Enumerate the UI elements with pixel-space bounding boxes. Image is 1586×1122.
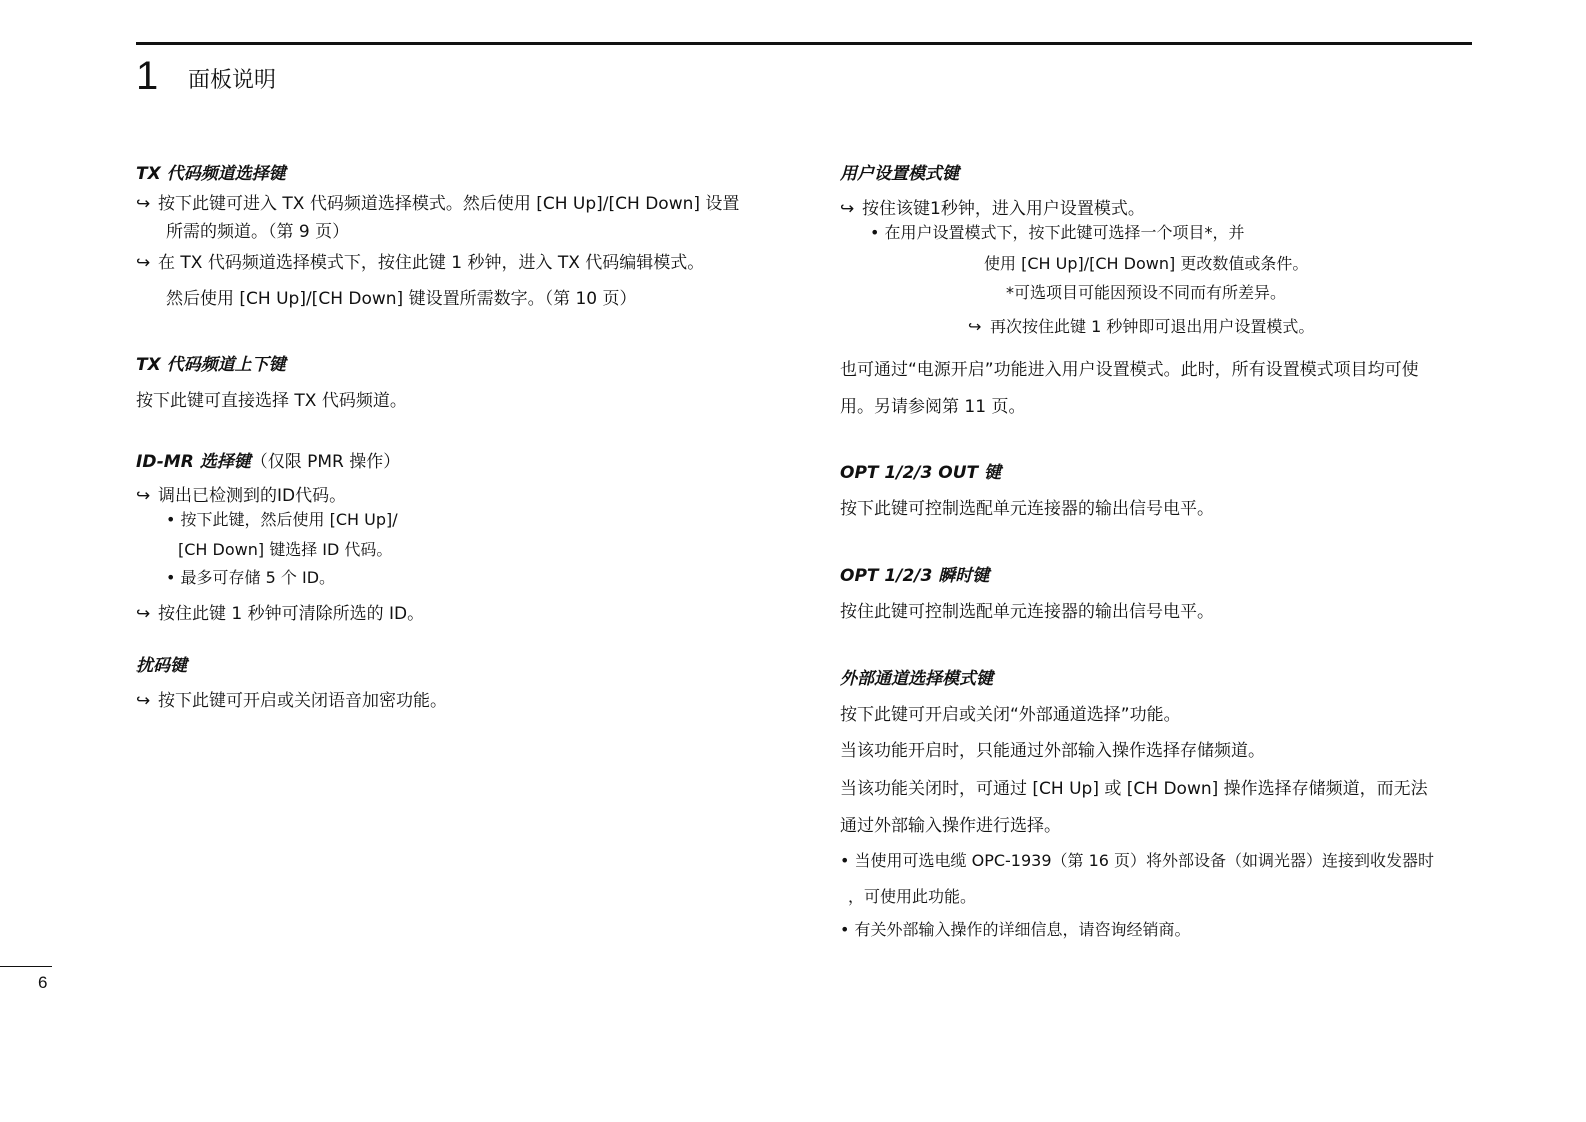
id-mr-bullet-1b: [CH Down] 键选择 ID 代码。: [178, 540, 393, 559]
arrow-icon: ↪: [136, 486, 151, 506]
chapter-title: 面板说明: [188, 68, 277, 93]
user-set-para-1b: 用。另请参阅第 11 页。: [840, 397, 1026, 417]
page-number-rule: [0, 966, 52, 967]
bullet-icon: •: [840, 920, 850, 939]
arrow-icon: ↪: [840, 199, 855, 219]
user-set-heading: 用户设置模式键: [840, 164, 959, 184]
ext-ch-line-3b: 通过外部输入操作进行选择。: [840, 816, 1061, 836]
tx-updown-heading: TX 代码频道上下键: [136, 355, 286, 375]
arrow-icon: ↪: [136, 691, 151, 711]
tx-select-line-1: ↪ 按下此键可进入 TX 代码频道选择模式。然后使用 [CH Up]/[CH Down] 设置: [136, 194, 740, 214]
user-set-note: *可选项目可能因预设不同而有所差异。: [1006, 283, 1287, 302]
id-mr-heading: ID-MR 选择键（仅限 PMR 操作）: [136, 452, 401, 472]
bullet-icon: •: [870, 223, 880, 242]
tx-select-line-1b: 所需的频道。（第 9 页）: [166, 222, 350, 242]
id-mr-line-1: ↪ 调出已检测到的ID代码。: [136, 486, 347, 506]
opt-out-heading: OPT 1/2/3 OUT 键: [840, 463, 1002, 483]
arrow-icon: ↪: [136, 194, 151, 214]
id-mr-line-2: ↪ 按住此键 1 秒钟可清除所选的 ID。: [136, 604, 425, 624]
tx-select-heading: TX 代码频道选择键: [136, 164, 286, 184]
bullet-icon: •: [166, 568, 176, 587]
ext-ch-bullet-2: • 有关外部输入操作的详细信息，请咨询经销商。: [840, 920, 1191, 939]
arrow-icon: ↪: [136, 253, 151, 273]
bullet-icon: •: [840, 851, 850, 870]
top-rule: [136, 42, 1472, 45]
ext-ch-line-2: 当该功能开启时，只能通过外部输入操作选择存储频道。: [840, 741, 1265, 761]
tx-updown-line-1: 按下此键可直接选择 TX 代码频道。: [136, 391, 407, 411]
opt-moment-heading: OPT 1/2/3 瞬时键: [840, 566, 990, 586]
user-set-bullet-1b: 使用 [CH Up]/[CH Down] 更改数值或条件。: [984, 254, 1309, 273]
scrambler-heading: 扰码键: [136, 656, 187, 676]
chapter-number: 1: [136, 54, 159, 98]
user-set-line-2: ↪ 再次按住此键 1 秒钟即可退出用户设置模式。: [968, 317, 1315, 336]
user-set-line-1: ↪ 按住该键1秒钟，进入用户设置模式。: [840, 199, 1145, 219]
ext-ch-heading: 外部通道选择模式键: [840, 669, 993, 689]
user-set-bullet-1: • 在用户设置模式下，按下此键可选择一个项目*，并: [870, 223, 1245, 242]
id-mr-bullet-2: • 最多可存储 5 个 ID。: [166, 568, 336, 587]
tx-select-line-2: ↪ 在 TX 代码频道选择模式下，按住此键 1 秒钟，进入 TX 代码编辑模式。: [136, 253, 705, 273]
id-mr-bullet-1: • 按下此键，然后使用 [CH Up]/: [166, 510, 398, 529]
arrow-icon: ↪: [136, 604, 151, 624]
user-set-para-1: 也可通过“电源开启”功能进入用户设置模式。此时，所有设置模式项目均可使: [840, 360, 1419, 380]
ext-ch-bullet-1: • 当使用可选电缆 OPC-1939（第 16 页）将外部设备（如调光器）连接到收发器时: [840, 851, 1435, 870]
opt-moment-line-1: 按住此键可控制选配单元连接器的输出信号电平。: [840, 602, 1214, 622]
opt-out-line-1: 按下此键可控制选配单元连接器的输出信号电平。: [840, 499, 1214, 519]
ext-ch-line-1: 按下此键可开启或关闭“外部通道选择”功能。: [840, 705, 1181, 725]
scrambler-line-1: ↪ 按下此键可开启或关闭语音加密功能。: [136, 691, 447, 711]
bullet-icon: •: [166, 510, 176, 529]
page-number: 6: [38, 973, 48, 992]
tx-select-line-2b: 然后使用 [CH Up]/[CH Down] 键设置所需数字。（第 10 页）: [166, 289, 637, 309]
arrow-icon: ↪: [968, 317, 982, 336]
ext-ch-bullet-1b: ，可使用此功能。: [848, 887, 977, 906]
ext-ch-line-3: 当该功能关闭时，可通过 [CH Up] 或 [CH Down] 操作选择存储频道，而无法: [840, 779, 1428, 799]
